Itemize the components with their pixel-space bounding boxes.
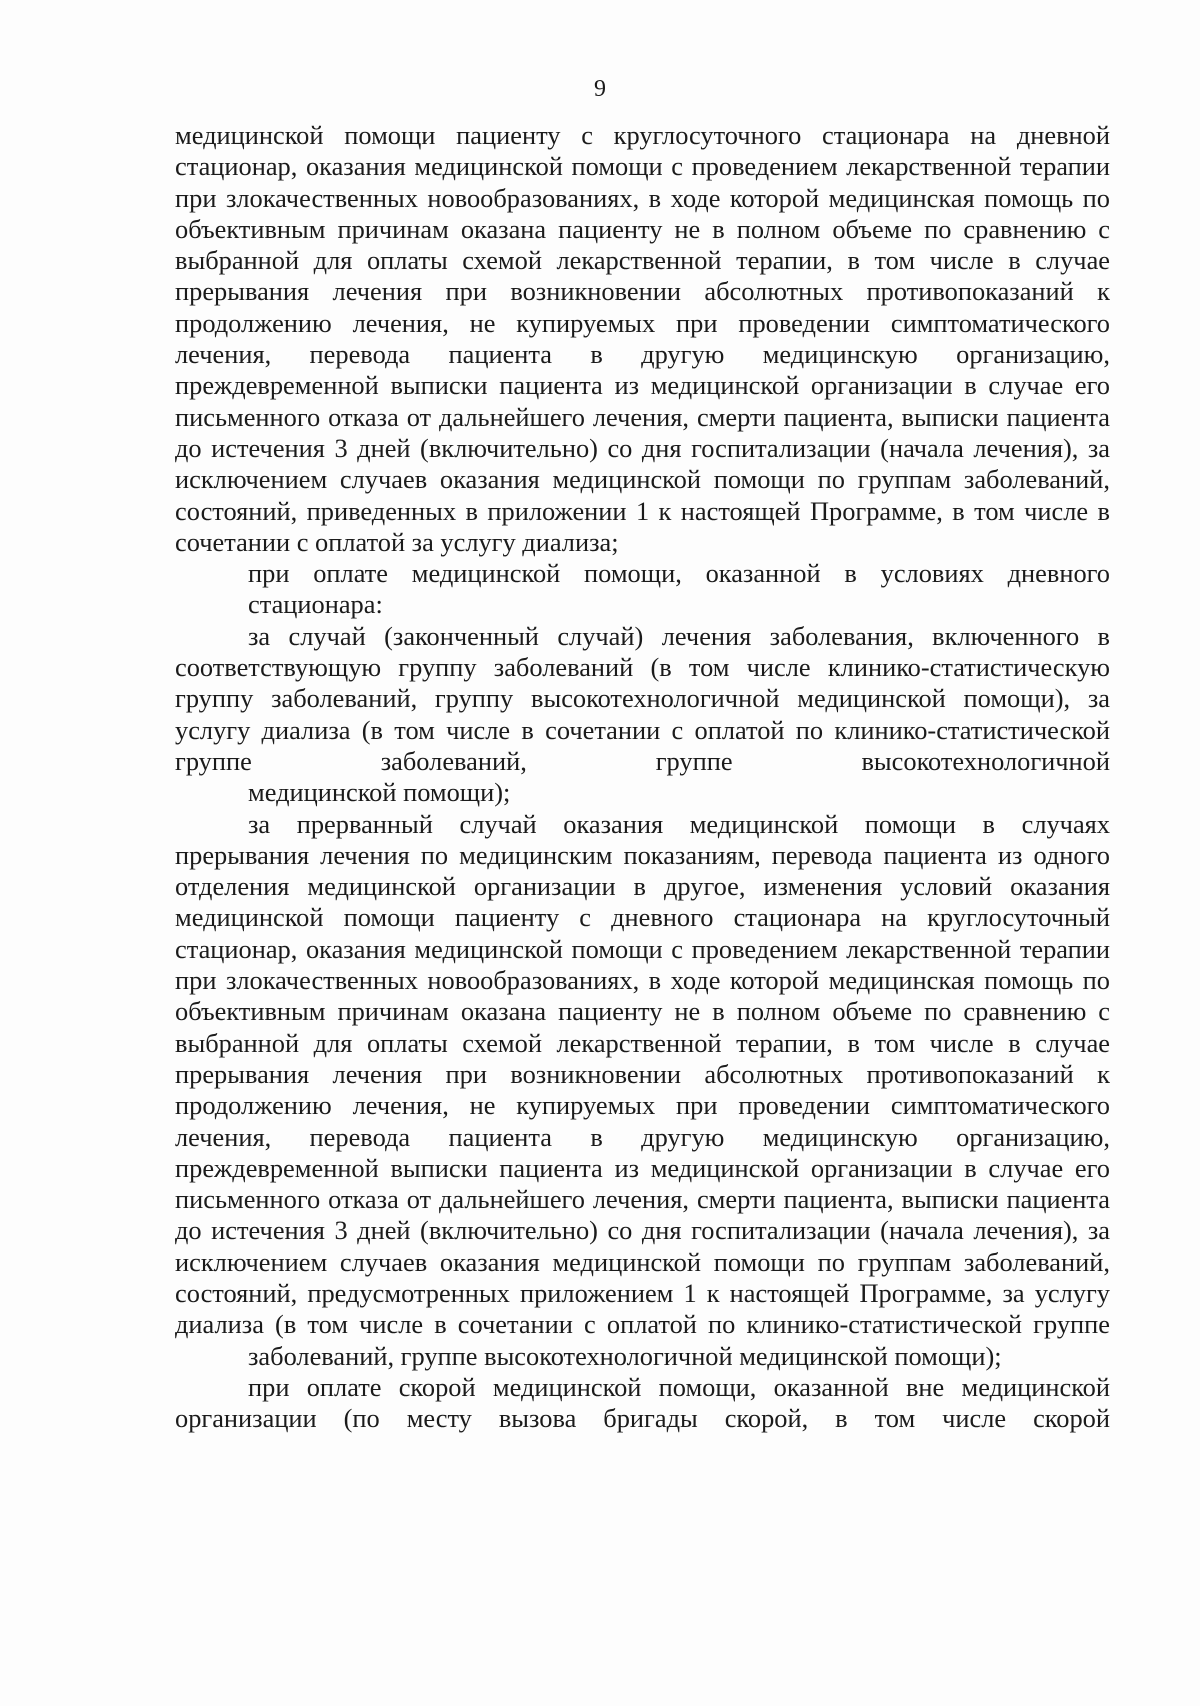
paragraph-4-text: за прерванный случай оказания медицинской помощи в случаях прерывания лечения по медицинским показаниям, перевода пациента из одного отделения медицинской организации в другое, изменения условий оказания медицинской помощи пациенту с дневного стационара на круглосуточный стационар, оказания медицинской помощи с проведением лекарственной терапии при злокачественных новообразованиях, в ходе которой медицинская помощь по объективным причинам оказана пациенту не в полном объеме по сравнению с выбранной для оплаты схемой лекарственной терапии, в том числе в случае прерывания лечения при возникновении абсолютных противопоказаний к продолжению лечения, не купируемых при проведении симптоматического лечения, перевода пациента в другую медицинскую организацию, преждевременной выписки пациента из медицинской организации в случае его письменного отказа от дальнейшего лечения, смерти пациента, выписки пациента до истечения 3 дней (включительно) со дня госпитализации (начала лечения), за исключением случаев оказания медицинской помощи по группам заболеваний, состояний, предусмотренных приложением 1 к настоящей Программе, за услугу диализа (в том числе в сочетании с оплатой по клинико-статистической группе xyxy=(175,808,1110,1340)
paragraph-3 xyxy=(175,621,1110,809)
paragraph-5 xyxy=(175,1372,1110,1435)
paragraph-5-text: при оплате скорой медицинской помощи, оказанной вне медицинской организации (по месту вызова бригады скорой, в том числе скорой xyxy=(175,1371,1110,1434)
paragraph-3-last-line: медицинской помощи); xyxy=(248,777,511,808)
paragraph-2-last-line: стационара: xyxy=(248,589,383,620)
paragraph-1-last-line: сочетании с оплатой за услугу диализа; xyxy=(175,526,619,557)
paragraph-2 xyxy=(175,558,1110,621)
document-body xyxy=(175,120,1110,1434)
paragraph-2-text: при оплате медицинской помощи, оказанной в условиях дневного xyxy=(248,558,1110,589)
paragraph-1 xyxy=(175,120,1110,558)
page-number: 9 xyxy=(594,76,606,102)
paragraph-4-last-line: заболеваний, группе высокотехнологичной медицинской помощи); xyxy=(248,1340,1002,1371)
paragraph-4 xyxy=(175,809,1110,1372)
paragraph-3-text: за случай (законченный случай) лечения заболевания, включенного в соответствующую группу заболеваний (в том числе клинико-статистическую группу заболеваний, группу высокотехнологичной медицинской помощи), за услугу диализа (в том числе в сочетании с оплатой по клинико-статистической группе заболеваний, группе высокотехнологичной xyxy=(175,620,1110,776)
paragraph-1-text: медицинской помощи пациенту с круглосуточного стационара на дневной стационар, оказания медицинской помощи с проведением лекарственной терапии при злокачественных новообразованиях, в ходе которой медицинская помощь по объективным причинам оказана пациенту не в полном объеме по сравнению с выбранной для оплаты схемой лекарственной терапии, в том числе в случае прерывания лечения при возникновении абсолютных противопоказаний к продолжению лечения, не купируемых при проведении симптоматического лечения, перевода пациента в другую медицинскую организацию, преждевременной выписки пациента из медицинской организации в случае его письменного отказа от дальнейшего лечения, смерти пациента, выписки пациента до истечения 3 дней (включительно) со дня госпитализации (начала лечения), за исключением случаев оказания медицинской помощи по группам заболеваний, состояний, приведенных в приложении 1 к настоящей Программе, в том числе в xyxy=(175,120,1110,526)
